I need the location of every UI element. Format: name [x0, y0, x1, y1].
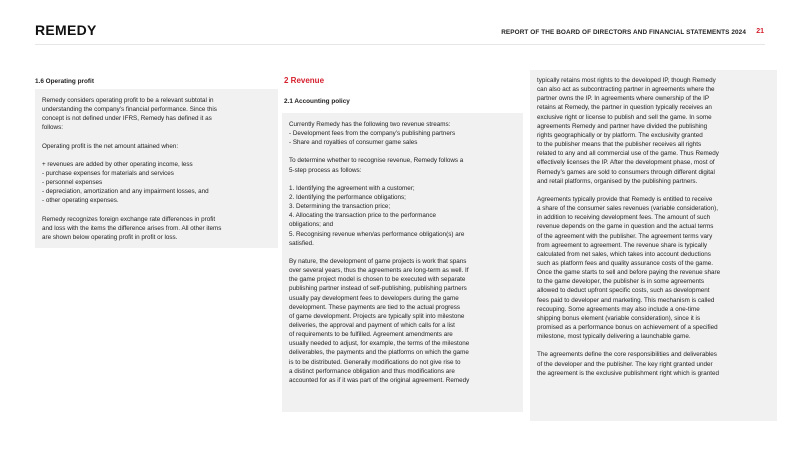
text-line: revenue depends on the game in question and the actual terms: [537, 223, 714, 231]
text-line: usually needed to adjust, for example, the terms of the milestone: [289, 340, 470, 348]
text-line: - Development fees from the company’s publishing partners: [289, 130, 456, 138]
text-line: - Share and royalties of consumer game sales: [289, 139, 418, 147]
text-line: - personnel expenses: [42, 179, 103, 187]
text-line: Remedy considers operating profit to be a relevant subtotal in: [42, 97, 214, 104]
text-line: promised as a performance bonus on achievement of a specified: [537, 324, 718, 332]
text-line: satisfied.: [289, 239, 314, 247]
text-line: development. These payments are tied to the actual progress: [289, 303, 461, 311]
page-number: 21: [756, 28, 764, 35]
text-line: 5. Recognising revenue when/as performance obligation(s) are: [289, 230, 465, 238]
text-line: is to be distributed. Generally modifications do not give rise to: [289, 358, 461, 366]
text-line: The agreements define the core responsibilities and deliverables: [537, 351, 717, 359]
text-line: and loss with the items the difference arises from. All other items: [42, 224, 222, 232]
text-line: 2. Identifying the performance obligations;: [289, 193, 406, 201]
text-line: calculated from net sales, which takes into account deductions: [537, 250, 711, 258]
text-line: usually pay development fees to developers during the game: [289, 294, 459, 302]
text-line: 5-step process as follows:: [289, 166, 362, 174]
text-line: over several years, thus the agreements are long-term as well. If: [289, 267, 469, 275]
text-line: of game development. Projects are typically split into milestone: [289, 312, 465, 320]
text-line: [289, 175, 517, 184]
text-line: understanding the company’s financial performance. Since this: [42, 106, 217, 114]
text-line: To determine whether to recognise revenue, Remedy follows a: [289, 157, 464, 165]
text-line: [42, 133, 272, 142]
text-line: the game project model is chosen to be executed with separate: [289, 276, 466, 284]
text-line: + revenues are added by other operating income, less: [42, 160, 193, 168]
text-line: [42, 206, 272, 215]
text-line: recouping. Some agreements may also include a one-time: [537, 305, 700, 313]
text-line: a distinct performance obligation and thus modifications are: [289, 367, 455, 375]
text-line: exclusive right or license to publish and sell the game. In some: [537, 113, 712, 121]
text-line: By nature, the development of game projects is work that spans: [289, 257, 467, 265]
text-line: rights geographically or by platform. The exclusivity granted: [537, 131, 703, 139]
text-line: allowed to deduct upfront specific costs, such as development: [537, 287, 710, 295]
text-line: milestone, most typically delivering a launchable game.: [537, 333, 691, 341]
text-line: in addition to receiving development fees. The amount of such: [537, 214, 711, 222]
text-line: Currently Remedy has the following two revenue streams:: [289, 121, 451, 128]
text-line: fees paid to developer and marketing. This mechanism is called: [537, 296, 715, 304]
revenue-continued-box: [530, 70, 777, 421]
company-logo: REMEDY: [35, 22, 97, 38]
text-line: publishing partner instead of self-publishing, publishing partners: [289, 285, 467, 293]
text-line: [537, 186, 771, 195]
text-line: to the game developer, the publisher is in some agreements: [537, 278, 704, 286]
text-line: obligations; and: [289, 221, 334, 229]
text-line: effectively licenses the IP. After the development phase, most of: [537, 159, 715, 167]
text-line: to the publisher means that the publisher receives all rights: [537, 141, 702, 149]
text-line: and retail platforms, organised by the publishing partners.: [537, 177, 698, 185]
text-line: - purchase expenses for materials and services: [42, 169, 174, 177]
text-line: follows:: [42, 124, 63, 132]
text-line: can also act as subcontracting partner in agreements where the: [537, 86, 715, 94]
accounting-policy-heading: 2.1 Accounting policy: [284, 98, 350, 105]
text-line: Once the game starts to sell and before paying the revenue share: [537, 269, 721, 277]
text-line: of requirements to be fulfilled. Agreement amendments are: [289, 331, 453, 339]
text-line: such as platform fees and quality assurance costs of the game.: [537, 259, 714, 267]
text-line: Remedy recognizes foreign exchange rate differences in profit: [42, 215, 216, 223]
text-line: agreements Remedy and partner have divided the publishing: [537, 122, 708, 130]
text-line: retains at Remedy, the partner in question typically receives an: [537, 104, 712, 112]
text-line: a share of the consumer sales revenues (variable consideration),: [537, 205, 718, 213]
text-line: typically retains most rights to the developed IP, though Remedy: [537, 77, 716, 84]
text-line: Agreements typically provide that Remedy is entitled to receive: [537, 195, 713, 203]
text-line: deliverables, the payments and the platforms on which the game: [289, 349, 469, 357]
text-line: Operating profit is the net amount attained when:: [42, 142, 179, 150]
text-line: the agreement is the exclusive publishment right which is granted: [537, 369, 720, 377]
text-line: from agreement to agreement. The revenue share is typically: [537, 241, 707, 249]
text-line: are shown below operating profit in profit or loss.: [42, 233, 178, 241]
text-line: [289, 147, 517, 156]
text-line: accounted for as if it was part of the original agreement. Remedy: [289, 376, 470, 384]
text-line: deliveries, the approval and payment of which calls for a list: [289, 321, 455, 329]
accounting-policy-box: [282, 113, 523, 412]
text-line: partner owns the IP. In agreements where ownership of the IP: [537, 95, 710, 103]
report-title: REPORT OF THE BOARD OF DIRECTORS AND FINANCIAL STATEMENTS 2024: [501, 29, 746, 36]
text-line: - depreciation, amortization and any impairment losses, and: [42, 188, 209, 196]
revenue-section-title: 2 Revenue: [284, 76, 325, 85]
operating-profit-heading: 1.6 Operating profit: [35, 78, 94, 85]
operating-profit-box: [35, 89, 278, 248]
text-line: [537, 341, 771, 350]
text-line: 1. Identifying the agreement with a customer;: [289, 184, 415, 192]
text-line: 4. Allocating the transaction price to the performance: [289, 212, 437, 220]
text-line: 3. Determining the transaction price;: [289, 203, 391, 211]
text-line: [42, 151, 272, 160]
text-line: Remedy’s games are sold to consumers through different digital: [537, 168, 715, 176]
text-line: shipping bonus element (variable consideration), since it is: [537, 314, 701, 322]
text-line: - other operating expenses.: [42, 197, 119, 205]
text-line: of the developer and the publisher. The key right granted under: [537, 360, 713, 368]
text-line: concept is not defined under IFRS, Remedy has defined it as: [42, 115, 212, 123]
header-divider: [35, 44, 765, 45]
text-line: [289, 248, 517, 257]
text-line: related to any and all commercial use of the game. Thus Remedy: [537, 150, 719, 158]
text-line: of the agreement with the publisher. The agreement terms vary: [537, 232, 713, 240]
